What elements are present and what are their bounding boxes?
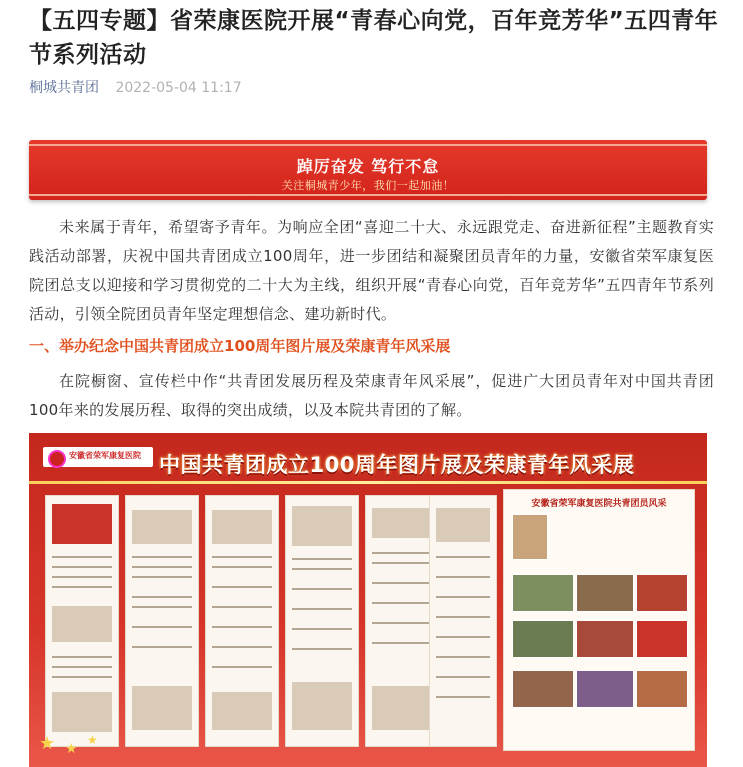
hospital-logo-text: 安徽省荣军康复医院	[69, 451, 141, 460]
star-icon: ★	[39, 733, 56, 754]
star-icon: ★	[65, 741, 78, 757]
banner-bottom-stripe	[29, 194, 707, 196]
article-title: 【五四专题】省荣康医院开展“青春心向党，百年竞芳华”五四青年节系列活动	[29, 8, 719, 68]
youth-showcase-panel	[503, 489, 695, 751]
display-panel	[45, 495, 119, 747]
banner-top-stripe	[29, 144, 707, 146]
section-heading: 一、举办纪念中国共青团成立100周年图片展及荣康青年风采展	[29, 337, 451, 355]
section-paragraph: 在院橱窗、宣传栏中作“共青团发展历程及荣康青年风采展”，促进广大团员青年对中国共青团100年来的发展历程、取得的突出成绩，以及本院共青团的了解。	[29, 372, 714, 419]
author-link[interactable]: 桐城共青团	[29, 80, 99, 96]
showcase-title: 安徽省荣军康复医院共青团员风采	[531, 499, 667, 509]
exhibition-title: 中国共青团成立100周年图片展及荣康青年风采展	[159, 453, 635, 477]
display-panel	[285, 495, 359, 747]
hospital-logo	[43, 447, 153, 467]
display-panel	[205, 495, 279, 747]
slogan-banner	[29, 140, 707, 200]
publish-time: 2022-05-04 11:17	[115, 80, 242, 96]
hospital-emblem-icon	[48, 450, 66, 468]
article-meta	[29, 78, 242, 98]
star-icon: ★	[87, 733, 98, 747]
display-panel	[125, 495, 199, 747]
banner-subtitle: 关注桐城青少年，我们一起加油！	[281, 179, 455, 192]
intro-paragraph: 未来属于青年，希望寄予青年。为响应全团“喜迎二十大、永远跟党走、奋进新征程”主题教育实践活动部署，庆祝中国共青团成立100周年，进一步团结和凝聚团员青年的力量，安徽省荣军康复医院团总支以迎接和学习贯彻党的二十大为主线，组织开展“青春心向党，百年竞芳华”五四青年节系列活动，引领全院团员青年坚定理想信念、建功新时代。	[29, 218, 714, 323]
exhibition-photo[interactable]	[29, 433, 707, 767]
gold-divider	[29, 481, 707, 484]
display-panel	[365, 495, 439, 747]
banner-slogan: 踔厉奋发 笃行不怠	[296, 157, 440, 176]
display-panel	[429, 495, 497, 747]
